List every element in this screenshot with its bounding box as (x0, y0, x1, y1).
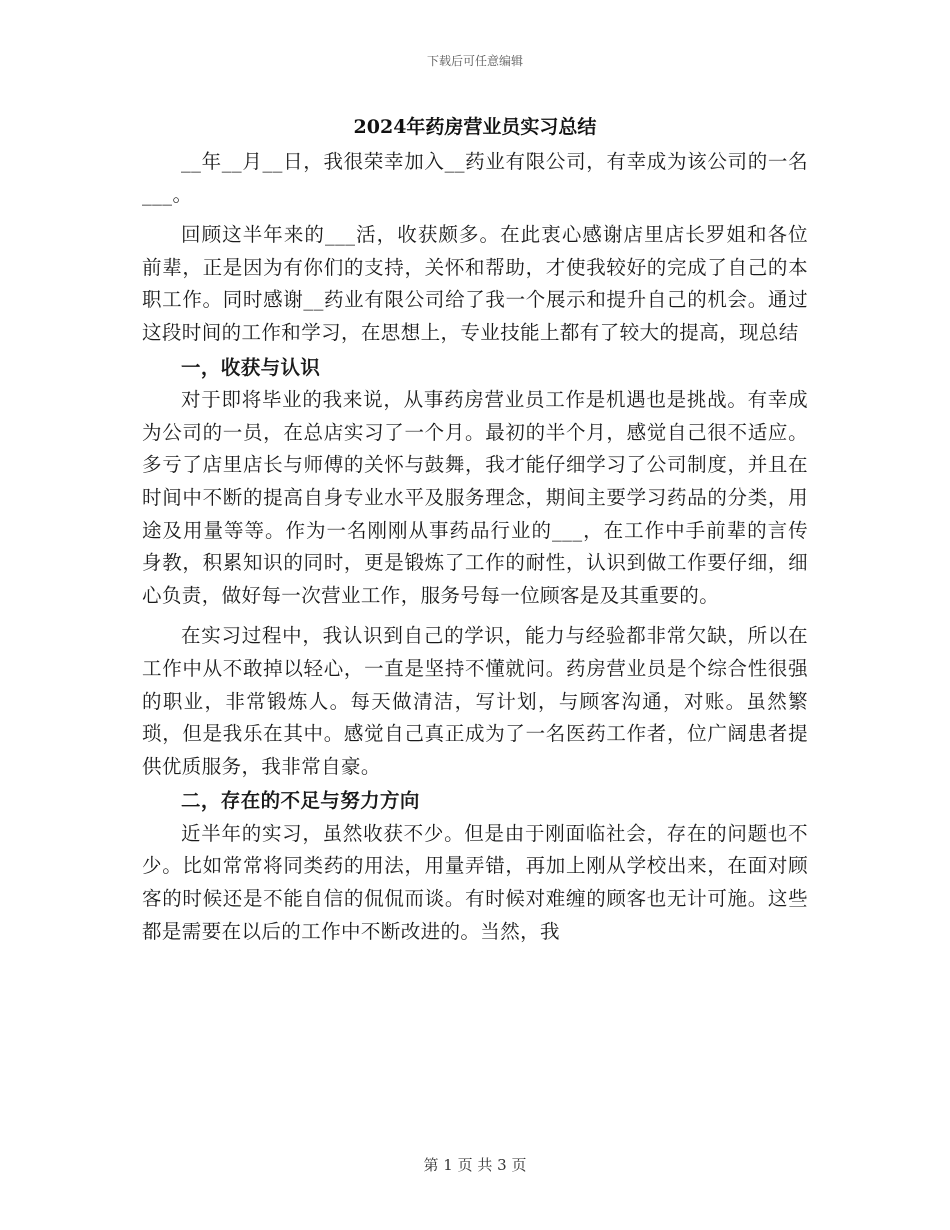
page-header-note: 下载后可任意编辑 (426, 54, 523, 68)
section-heading-shortcomings: 二，存在的不足与努力方向 (181, 789, 420, 813)
paragraph-intro: __年__月__日，我很荣幸加入__药业有限公司，有幸成为该公司的一名___。 (142, 150, 808, 206)
paragraph-shortcomings: 近半年的实习，虽然收获不少。但是由于刚面临社会，存在的问题也不少。比如常常将同类药的用法，用量弄错，再加上刚从学校出来，在面对顾客的时候还是不能自信的侃侃而谈。有时候对难缠的顾客也无计可施。这些都是需要在以后的工作中不断改进的。当然，我 (142, 821, 808, 943)
section-heading-gains: 一，收获与认识 (181, 355, 321, 379)
document-body (142, 146, 808, 948)
paragraph-review: 回顾这半年来的___活，收获颇多。在此衷心感谢店里店长罗姐和各位前辈，正是因为有你们的支持，关怀和帮助，才使我较好的完成了自己的本职工作。同时感谢__药业有限公司给了我一个展示和提升自己的机会。通过这段时间的工作和学习，在思想上，专业技能上都有了较大的提高，现总结 (142, 223, 808, 344)
paragraph-gains: 对于即将毕业的我来说，从事药房营业员工作是机遇也是挑战。有幸成为公司的一员，在总店实习了一个月。最初的半个月，感觉自己很不适应。多亏了店里店长与师傅的关怀与鼓舞，我才能仔细学习了公司制度，并且在时间中不断的提高自身专业水平及服务理念，期间主要学习药品的分类，用途及用量等等。作为一名刚刚从事药品行业的___，在工作中手前辈的言传身教，积累知识的同时，更是锻炼了工作的耐性，认识到做工作要仔细，细心负责，做好每一次营业工作，服务号每一位顾客是及其重要的。 (142, 388, 808, 607)
document-title: 2024年药房营业员实习总结 (353, 116, 597, 138)
paragraph-internship: 在实习过程中，我认识到自己的学识，能力与经验都非常欠缺，所以在工作中从不敢掉以轻心，一直是坚持不懂就问。药房营业员是个综合性很强的职业，非常锻炼人。每天做清洁，写计划，与顾客沟通，对账。虽然繁琐，但是我乐在其中。感觉自己真正成为了一名医药工作者，位广阔患者提供优质服务，我非常自豪。 (142, 624, 808, 778)
page-number: 第 1 页 共 3 页 (423, 1156, 527, 1174)
